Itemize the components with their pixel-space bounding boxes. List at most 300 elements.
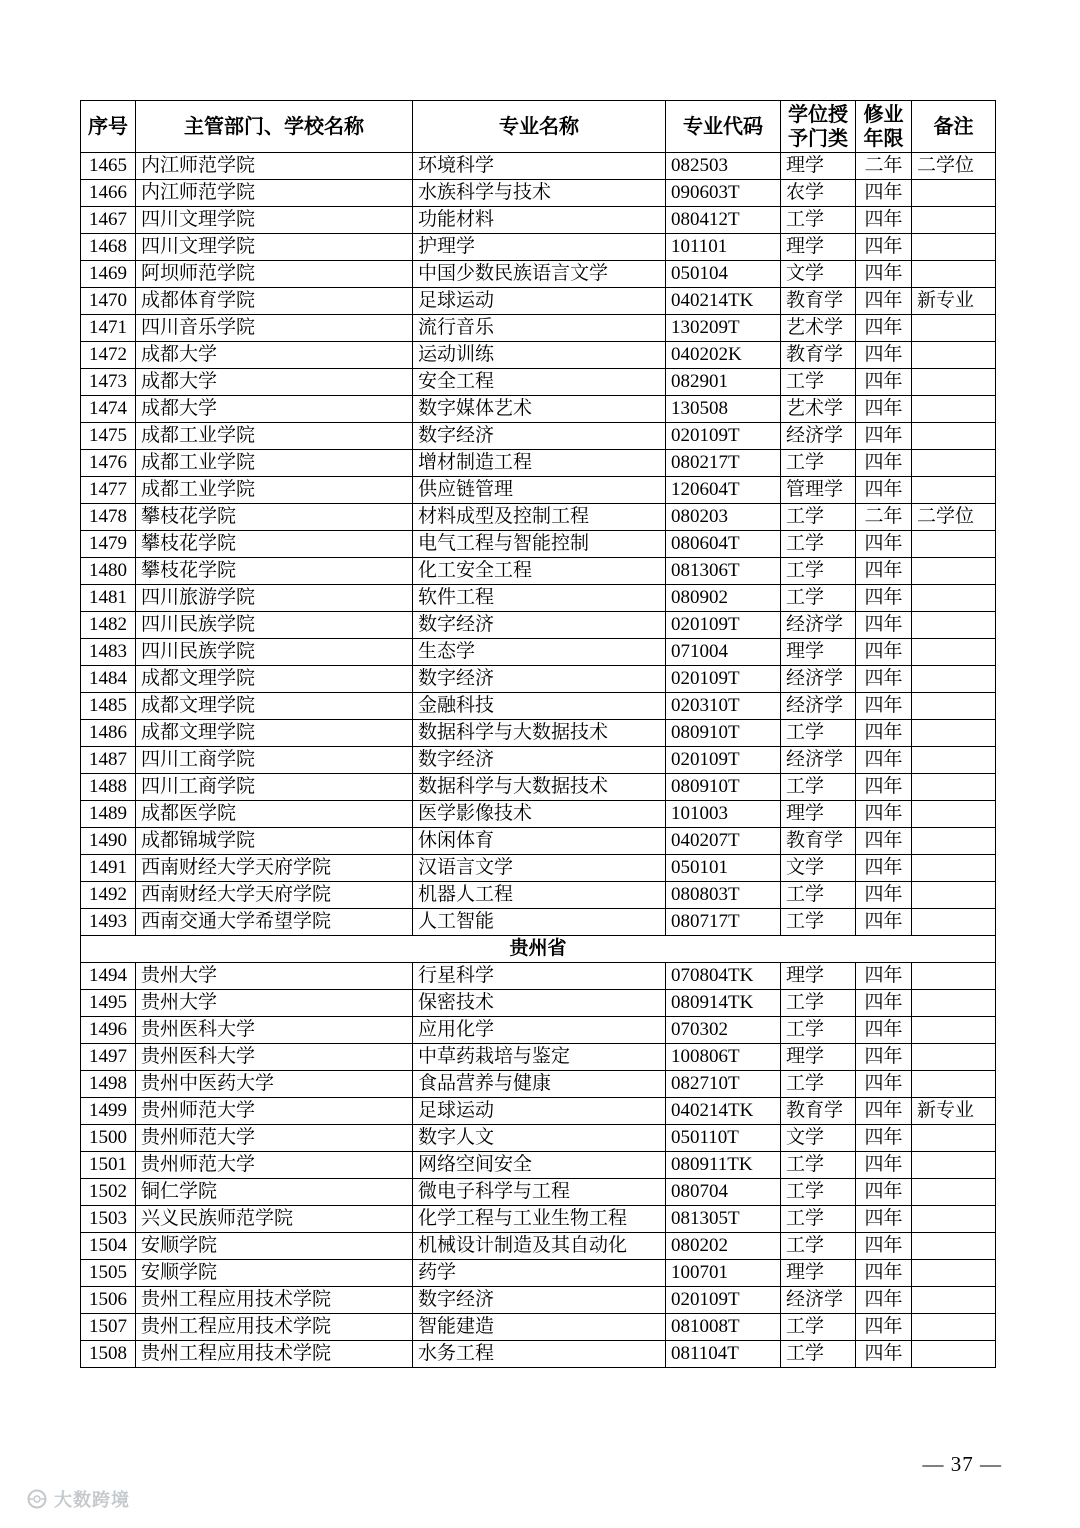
cell-index: 1487 (81, 747, 136, 774)
cell-major: 水族科学与技术 (413, 180, 666, 207)
cell-index: 1496 (81, 1017, 136, 1044)
cell-major: 机器人工程 (413, 882, 666, 909)
cell-remark (912, 612, 996, 639)
cell-school: 成都大学 (136, 396, 413, 423)
table-row (81, 531, 996, 558)
cell-remark (912, 720, 996, 747)
cell-degree: 管理学 (781, 477, 856, 504)
table-row (81, 207, 996, 234)
cell-major: 数字经济 (413, 1287, 666, 1314)
cell-degree: 文学 (781, 261, 856, 288)
cell-years: 四年 (856, 666, 912, 693)
cell-school: 内江师范学院 (136, 153, 413, 180)
cell-remark (912, 369, 996, 396)
cell-remark (912, 747, 996, 774)
cell-school: 四川工商学院 (136, 747, 413, 774)
table-row (81, 261, 996, 288)
cell-years: 二年 (856, 153, 912, 180)
table-row (81, 369, 996, 396)
cell-degree: 工学 (781, 1179, 856, 1206)
cell-degree: 理学 (781, 1260, 856, 1287)
cell-remark: 二学位 (912, 153, 996, 180)
cell-index: 1468 (81, 234, 136, 261)
cell-years: 四年 (856, 1314, 912, 1341)
table-row (81, 558, 996, 585)
cell-degree: 工学 (781, 909, 856, 936)
header-cell-index: 序号 (81, 101, 136, 153)
cell-code: 020109T (666, 747, 781, 774)
cell-remark (912, 774, 996, 801)
cell-years: 四年 (856, 1179, 912, 1206)
cell-major: 电气工程与智能控制 (413, 531, 666, 558)
table-row (81, 1152, 996, 1179)
watermark-text: 大数跨境 (54, 1490, 130, 1510)
cell-remark: 二学位 (912, 504, 996, 531)
cell-school: 贵州大学 (136, 990, 413, 1017)
cell-school: 贵州师范大学 (136, 1152, 413, 1179)
cell-major: 水务工程 (413, 1341, 666, 1368)
cell-years: 四年 (856, 990, 912, 1017)
cell-remark (912, 1206, 996, 1233)
cell-school: 贵州中医药大学 (136, 1071, 413, 1098)
cell-index: 1506 (81, 1287, 136, 1314)
cell-index: 1493 (81, 909, 136, 936)
table-row (81, 396, 996, 423)
table-row (81, 153, 996, 180)
cell-school: 成都体育学院 (136, 288, 413, 315)
cell-major: 足球运动 (413, 288, 666, 315)
cell-degree: 经济学 (781, 612, 856, 639)
cell-index: 1465 (81, 153, 136, 180)
cell-major: 网络空间安全 (413, 1152, 666, 1179)
cell-major: 微电子科学与工程 (413, 1179, 666, 1206)
cell-years: 四年 (856, 477, 912, 504)
cell-remark (912, 1179, 996, 1206)
cell-school: 成都大学 (136, 369, 413, 396)
table-row (81, 1287, 996, 1314)
cell-major: 化学工程与工业生物工程 (413, 1206, 666, 1233)
cell-major: 环境科学 (413, 153, 666, 180)
cell-remark (912, 558, 996, 585)
cell-remark (912, 1044, 996, 1071)
cell-index: 1473 (81, 369, 136, 396)
cell-major: 安全工程 (413, 369, 666, 396)
cell-index: 1503 (81, 1206, 136, 1233)
cell-major: 数字经济 (413, 666, 666, 693)
cell-remark (912, 1260, 996, 1287)
cell-code: 101101 (666, 234, 781, 261)
cell-school: 成都大学 (136, 342, 413, 369)
cell-degree: 经济学 (781, 747, 856, 774)
table-row (81, 1314, 996, 1341)
cell-degree: 工学 (781, 1314, 856, 1341)
cell-code: 071004 (666, 639, 781, 666)
cell-index: 1485 (81, 693, 136, 720)
cell-school: 西南财经大学天府学院 (136, 855, 413, 882)
cell-remark (912, 342, 996, 369)
table-row (81, 1017, 996, 1044)
cell-remark: 新专业 (912, 288, 996, 315)
cell-years: 四年 (856, 693, 912, 720)
cell-school: 贵州工程应用技术学院 (136, 1341, 413, 1368)
cell-years: 四年 (856, 315, 912, 342)
cell-school: 内江师范学院 (136, 180, 413, 207)
cell-degree: 工学 (781, 1152, 856, 1179)
cell-index: 1482 (81, 612, 136, 639)
cell-major: 食品营养与健康 (413, 1071, 666, 1098)
cell-school: 贵州大学 (136, 963, 413, 990)
cell-remark (912, 855, 996, 882)
cell-years: 四年 (856, 774, 912, 801)
cell-code: 080412T (666, 207, 781, 234)
cell-major: 应用化学 (413, 1017, 666, 1044)
header-cell-school: 主管部门、学校名称 (136, 101, 413, 153)
majors-table (80, 100, 996, 1368)
table-row (81, 990, 996, 1017)
table-row (81, 666, 996, 693)
cell-code: 020109T (666, 612, 781, 639)
cell-years: 四年 (856, 1233, 912, 1260)
cell-remark (912, 1017, 996, 1044)
cell-remark (912, 1341, 996, 1368)
cell-degree: 艺术学 (781, 396, 856, 423)
cell-degree: 工学 (781, 720, 856, 747)
watermark-logo-icon (26, 1488, 48, 1510)
cell-code: 130209T (666, 315, 781, 342)
table-row (81, 882, 996, 909)
cell-remark (912, 315, 996, 342)
table-row (81, 747, 996, 774)
cell-years: 四年 (856, 1017, 912, 1044)
cell-index: 1477 (81, 477, 136, 504)
cell-index: 1486 (81, 720, 136, 747)
table-row (81, 1071, 996, 1098)
cell-index: 1505 (81, 1260, 136, 1287)
cell-index: 1469 (81, 261, 136, 288)
cell-major: 材料成型及控制工程 (413, 504, 666, 531)
cell-major: 机械设计制造及其自动化 (413, 1233, 666, 1260)
cell-school: 成都工业学院 (136, 450, 413, 477)
cell-years: 四年 (856, 612, 912, 639)
cell-degree: 工学 (781, 207, 856, 234)
section-row (81, 936, 996, 963)
table-row (81, 963, 996, 990)
cell-remark (912, 450, 996, 477)
table-row (81, 585, 996, 612)
cell-code: 082901 (666, 369, 781, 396)
cell-school: 贵州工程应用技术学院 (136, 1314, 413, 1341)
cell-years: 四年 (856, 1341, 912, 1368)
cell-degree: 工学 (781, 585, 856, 612)
cell-remark (912, 1125, 996, 1152)
cell-school: 攀枝花学院 (136, 531, 413, 558)
cell-degree: 工学 (781, 1233, 856, 1260)
table-header (81, 101, 996, 153)
table-row (81, 909, 996, 936)
cell-code: 080803T (666, 882, 781, 909)
cell-years: 四年 (856, 1260, 912, 1287)
cell-years: 四年 (856, 882, 912, 909)
cell-code: 100806T (666, 1044, 781, 1071)
cell-remark (912, 396, 996, 423)
cell-index: 1494 (81, 963, 136, 990)
cell-index: 1472 (81, 342, 136, 369)
cell-major: 流行音乐 (413, 315, 666, 342)
cell-major: 数字经济 (413, 423, 666, 450)
cell-index: 1467 (81, 207, 136, 234)
cell-years: 四年 (856, 288, 912, 315)
cell-code: 050104 (666, 261, 781, 288)
cell-remark (912, 477, 996, 504)
cell-index: 1478 (81, 504, 136, 531)
cell-major: 增材制造工程 (413, 450, 666, 477)
cell-major: 数字经济 (413, 747, 666, 774)
cell-remark (912, 585, 996, 612)
cell-degree: 工学 (781, 369, 856, 396)
cell-school: 铜仁学院 (136, 1179, 413, 1206)
cell-index: 1497 (81, 1044, 136, 1071)
cell-remark: 新专业 (912, 1098, 996, 1125)
cell-code: 050110T (666, 1125, 781, 1152)
cell-code: 080911TK (666, 1152, 781, 1179)
cell-index: 1499 (81, 1098, 136, 1125)
cell-index: 1492 (81, 882, 136, 909)
cell-major: 数字经济 (413, 612, 666, 639)
cell-major: 护理学 (413, 234, 666, 261)
cell-years: 四年 (856, 180, 912, 207)
cell-remark (912, 693, 996, 720)
table-row (81, 801, 996, 828)
table-row (81, 1233, 996, 1260)
table-row (81, 774, 996, 801)
cell-degree: 工学 (781, 1206, 856, 1233)
cell-school: 安顺学院 (136, 1233, 413, 1260)
table-row (81, 612, 996, 639)
cell-remark (912, 207, 996, 234)
cell-remark (912, 909, 996, 936)
header-cell-major: 专业名称 (413, 101, 666, 153)
table-row (81, 423, 996, 450)
cell-degree: 农学 (781, 180, 856, 207)
cell-index: 1490 (81, 828, 136, 855)
cell-school: 四川民族学院 (136, 612, 413, 639)
cell-remark (912, 423, 996, 450)
cell-major: 中国少数民族语言文学 (413, 261, 666, 288)
cell-remark (912, 261, 996, 288)
cell-index: 1466 (81, 180, 136, 207)
table-row (81, 693, 996, 720)
cell-code: 090603T (666, 180, 781, 207)
cell-years: 四年 (856, 855, 912, 882)
cell-remark (912, 234, 996, 261)
cell-code: 070302 (666, 1017, 781, 1044)
table-row (81, 315, 996, 342)
cell-major: 运动训练 (413, 342, 666, 369)
table-row (81, 855, 996, 882)
cell-code: 100701 (666, 1260, 781, 1287)
cell-school: 四川民族学院 (136, 639, 413, 666)
cell-code: 020109T (666, 423, 781, 450)
cell-school: 贵州医科大学 (136, 1017, 413, 1044)
cell-school: 攀枝花学院 (136, 504, 413, 531)
cell-years: 四年 (856, 1152, 912, 1179)
cell-years: 四年 (856, 720, 912, 747)
cell-code: 040207T (666, 828, 781, 855)
cell-degree: 教育学 (781, 828, 856, 855)
cell-index: 1495 (81, 990, 136, 1017)
cell-major: 药学 (413, 1260, 666, 1287)
cell-major: 生态学 (413, 639, 666, 666)
cell-code: 082503 (666, 153, 781, 180)
cell-index: 1480 (81, 558, 136, 585)
cell-code: 081008T (666, 1314, 781, 1341)
cell-degree: 经济学 (781, 423, 856, 450)
cell-code: 081306T (666, 558, 781, 585)
cell-code: 050101 (666, 855, 781, 882)
table-row (81, 234, 996, 261)
cell-school: 四川旅游学院 (136, 585, 413, 612)
cell-index: 1484 (81, 666, 136, 693)
cell-degree: 文学 (781, 855, 856, 882)
table-row (81, 180, 996, 207)
cell-major: 供应链管理 (413, 477, 666, 504)
cell-major: 功能材料 (413, 207, 666, 234)
cell-major: 汉语言文学 (413, 855, 666, 882)
section-label: 贵州省 (81, 936, 996, 963)
cell-school: 安顺学院 (136, 1260, 413, 1287)
cell-code: 080910T (666, 774, 781, 801)
cell-school: 成都文理学院 (136, 666, 413, 693)
cell-years: 四年 (856, 828, 912, 855)
cell-code: 080704 (666, 1179, 781, 1206)
cell-degree: 工学 (781, 1071, 856, 1098)
cell-major: 数字人文 (413, 1125, 666, 1152)
cell-code: 080910T (666, 720, 781, 747)
cell-degree: 经济学 (781, 666, 856, 693)
cell-degree: 经济学 (781, 1287, 856, 1314)
cell-major: 智能建造 (413, 1314, 666, 1341)
cell-remark (912, 801, 996, 828)
cell-major: 足球运动 (413, 1098, 666, 1125)
cell-school: 阿坝师范学院 (136, 261, 413, 288)
table-row (81, 450, 996, 477)
cell-school: 贵州师范大学 (136, 1125, 413, 1152)
cell-index: 1508 (81, 1341, 136, 1368)
cell-degree: 工学 (781, 531, 856, 558)
table-row (81, 504, 996, 531)
cell-years: 四年 (856, 585, 912, 612)
cell-school: 成都工业学院 (136, 477, 413, 504)
cell-years: 四年 (856, 1044, 912, 1071)
cell-major: 数据科学与大数据技术 (413, 720, 666, 747)
cell-remark (912, 180, 996, 207)
cell-code: 020109T (666, 666, 781, 693)
cell-years: 四年 (856, 639, 912, 666)
cell-degree: 工学 (781, 774, 856, 801)
cell-index: 1491 (81, 855, 136, 882)
cell-code: 081305T (666, 1206, 781, 1233)
cell-school: 成都锦城学院 (136, 828, 413, 855)
cell-code: 070804TK (666, 963, 781, 990)
table-body (81, 153, 996, 1368)
cell-index: 1502 (81, 1179, 136, 1206)
cell-school: 成都医学院 (136, 801, 413, 828)
cell-major: 软件工程 (413, 585, 666, 612)
cell-school: 成都文理学院 (136, 693, 413, 720)
header-cell-years: 修业年限 (856, 101, 912, 153)
table-row (81, 828, 996, 855)
table-row (81, 288, 996, 315)
cell-years: 四年 (856, 450, 912, 477)
cell-code: 020109T (666, 1287, 781, 1314)
cell-degree: 教育学 (781, 288, 856, 315)
cell-years: 四年 (856, 396, 912, 423)
cell-remark (912, 1233, 996, 1260)
cell-index: 1483 (81, 639, 136, 666)
cell-code: 080717T (666, 909, 781, 936)
cell-index: 1507 (81, 1314, 136, 1341)
table-row (81, 342, 996, 369)
cell-degree: 工学 (781, 558, 856, 585)
table-row (81, 1206, 996, 1233)
cell-major: 保密技术 (413, 990, 666, 1017)
cell-code: 080217T (666, 450, 781, 477)
cell-degree: 工学 (781, 1017, 856, 1044)
cell-years: 四年 (856, 747, 912, 774)
cell-code: 082710T (666, 1071, 781, 1098)
cell-code: 040214TK (666, 1098, 781, 1125)
cell-degree: 工学 (781, 990, 856, 1017)
cell-school: 西南交通大学希望学院 (136, 909, 413, 936)
cell-years: 四年 (856, 531, 912, 558)
page-number: — 37 — (922, 1452, 1002, 1476)
cell-years: 四年 (856, 909, 912, 936)
cell-years: 四年 (856, 261, 912, 288)
cell-school: 兴义民族师范学院 (136, 1206, 413, 1233)
cell-years: 四年 (856, 1287, 912, 1314)
cell-years: 四年 (856, 963, 912, 990)
cell-school: 西南财经大学天府学院 (136, 882, 413, 909)
cell-school: 贵州医科大学 (136, 1044, 413, 1071)
cell-school: 贵州工程应用技术学院 (136, 1287, 413, 1314)
cell-code: 081104T (666, 1341, 781, 1368)
cell-years: 二年 (856, 504, 912, 531)
watermark (26, 1486, 130, 1512)
cell-degree: 理学 (781, 801, 856, 828)
cell-code: 080203 (666, 504, 781, 531)
header-row (81, 101, 996, 153)
cell-code: 080902 (666, 585, 781, 612)
header-cell-remark: 备注 (912, 101, 996, 153)
cell-years: 四年 (856, 342, 912, 369)
cell-school: 成都文理学院 (136, 720, 413, 747)
cell-major: 数字媒体艺术 (413, 396, 666, 423)
cell-index: 1470 (81, 288, 136, 315)
cell-remark (912, 990, 996, 1017)
cell-index: 1488 (81, 774, 136, 801)
cell-school: 四川文理学院 (136, 207, 413, 234)
cell-degree: 文学 (781, 1125, 856, 1152)
cell-major: 医学影像技术 (413, 801, 666, 828)
cell-years: 四年 (856, 558, 912, 585)
cell-remark (912, 963, 996, 990)
table-row (81, 1044, 996, 1071)
cell-major: 中草药栽培与鉴定 (413, 1044, 666, 1071)
cell-index: 1501 (81, 1152, 136, 1179)
table-row (81, 1341, 996, 1368)
cell-degree: 工学 (781, 450, 856, 477)
cell-school: 四川文理学院 (136, 234, 413, 261)
